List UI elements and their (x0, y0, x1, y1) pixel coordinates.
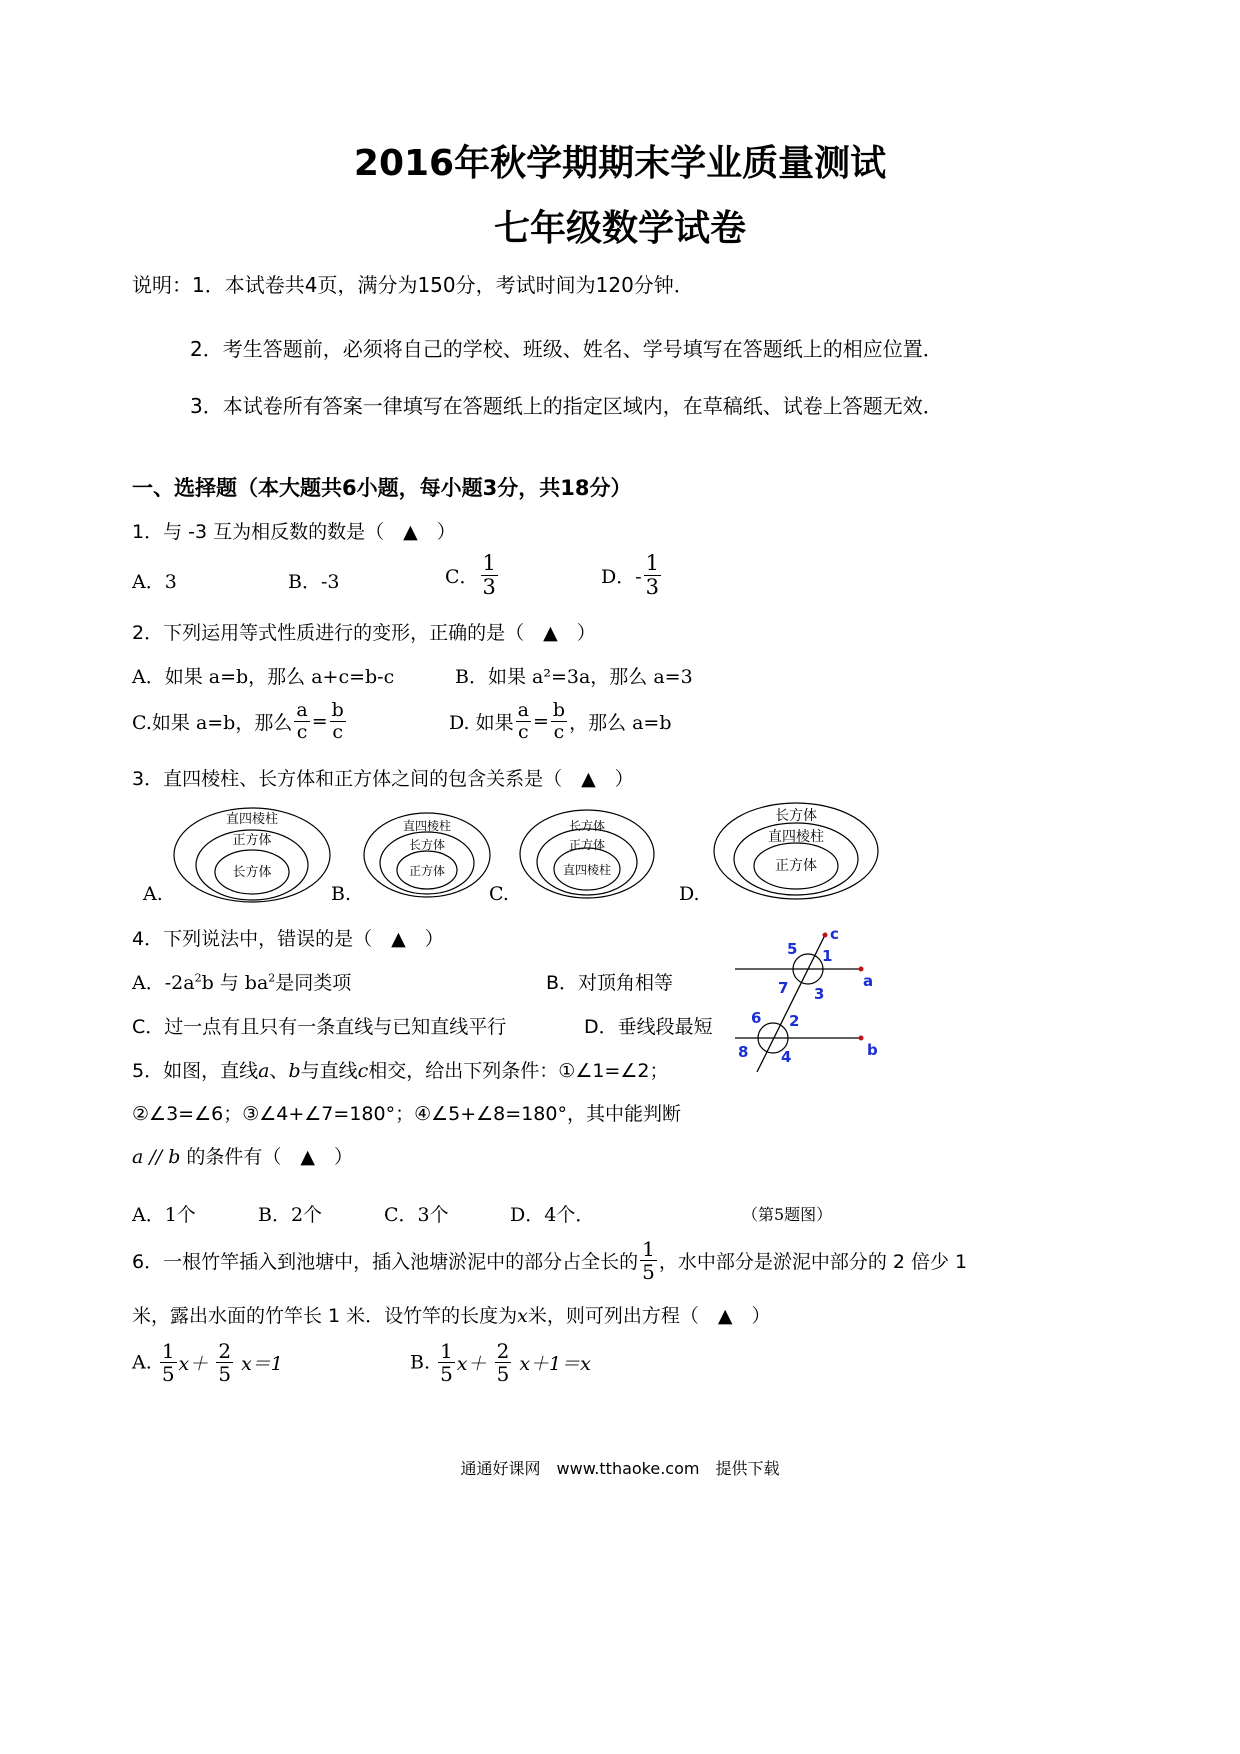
q3-b-middle-label: 长方体 (408, 838, 446, 852)
q6-b-d2: 5 (496, 1362, 510, 1386)
q5-figure (730, 920, 890, 1080)
line-b-label: b (867, 1041, 878, 1059)
q6-a-frac2 (216, 1340, 233, 1385)
q1-option-d-label: D．- (601, 566, 642, 589)
q1-d-denominator: 3 (645, 575, 660, 600)
q4-option-c: C．过一点有且只有一条直线与已知直线平行 (132, 1016, 507, 1038)
q2-option-a: A．如果 a=b，那么 a+c=b-c (132, 666, 395, 688)
line-c-label: c (830, 925, 839, 943)
q2-d-den-a: c (517, 720, 529, 743)
q4-a-sup1: 2 (194, 971, 202, 985)
q6-line2-post: 米，则可列出方程（ ▲ ） (527, 1305, 771, 1327)
q3-option-c-diagram (518, 808, 656, 900)
q4-stem: 4．下列说法中，错误的是（ ▲ ） (132, 928, 444, 950)
q6-a-n2: 2 (218, 1339, 232, 1363)
q6-option-a (132, 1340, 283, 1385)
section-heading: 一、选择题（本大题共6小题，每小题3分，共18分） (132, 476, 632, 500)
q3-b-outer-label: 直四棱柱 (402, 819, 452, 833)
q6-b-n2: 2 (496, 1339, 510, 1363)
q2-d-num-a: a (517, 699, 529, 721)
angle-5-label: 5 (787, 940, 798, 958)
q1-option-d (601, 552, 663, 599)
angle-1-label: 1 (822, 947, 833, 965)
q6-line-1 (132, 1238, 967, 1283)
q6-frac-num: 1 (642, 1237, 655, 1261)
note-2: 2．考生答题前，必须将自己的学校、班级、姓名、学号填写在答题纸上的相应位置． (190, 337, 943, 361)
q3-a-middle-label: 正方体 (232, 833, 272, 848)
q5-line1-mid: 与直线 (300, 1060, 358, 1082)
q3-option-b-diagram (362, 810, 492, 900)
q3-c-outer-label: 长方体 (568, 819, 606, 833)
q2-d-num-b: b (552, 699, 566, 721)
q1-option-c-label: C． (445, 566, 479, 589)
q1-option-b: B．-3 (288, 571, 340, 593)
q1-c-denominator: 3 (482, 575, 496, 600)
q4-a-sup2: 2 (268, 971, 276, 985)
q6-b-n1: 1 (440, 1339, 453, 1363)
q6-b-frac1 (438, 1340, 455, 1385)
q2-c-num-b: b (331, 699, 344, 721)
q2-option-d-tail: ，那么 a=b (569, 711, 672, 734)
q2-c-den-b: c (332, 720, 344, 743)
q3-a-outer-label: 直四棱柱 (225, 812, 279, 827)
q1-option-d-fraction (644, 552, 661, 599)
q6-line-2 (132, 1301, 771, 1328)
q3-b-inner-label: 正方体 (408, 864, 446, 878)
q5-line-3 (132, 1142, 353, 1169)
q4-option-d: D．垂线段最短 (584, 1016, 713, 1038)
q4-a-part3: 是同类项 (275, 972, 352, 994)
q6-b-post: x＋1＝x (519, 1353, 591, 1375)
angle-4-label: 4 (781, 1048, 792, 1066)
q6-line2-x: x (517, 1305, 528, 1327)
q2-d-frac-b (551, 700, 567, 743)
q2-d-frac-a (516, 700, 531, 743)
q3-d-middle-label: 直四棱柱 (768, 829, 824, 845)
q2-option-b: B．如果 a²=3a，那么 a=3 (455, 666, 693, 688)
q6-b-frac2 (495, 1340, 512, 1385)
q5-line3-post: 的条件有（ ▲ ） (186, 1146, 354, 1168)
q6-a-n1: 1 (161, 1339, 175, 1363)
q6-line2-pre: 米，露出水面的竹竿长 1 米．设竹竿的长度为 (132, 1305, 518, 1327)
q6-a-post: x＝1 (241, 1353, 283, 1375)
page-title: 2016年秋学期期末学业质量测试 (353, 143, 887, 184)
q3-a-inner-label: 长方体 (232, 865, 272, 880)
q6-a-frac1 (160, 1340, 177, 1385)
q1-stem: 1．与 -3 互为相反数的数是（ ▲ ） (132, 521, 456, 543)
q2-c-num-a: a (296, 699, 308, 721)
q1-option-c-fraction (481, 552, 498, 599)
q5-line1-a: a (258, 1060, 270, 1082)
q5-option-d: D．4个． (510, 1204, 595, 1226)
angle-6-label: 6 (751, 1009, 762, 1027)
q5-line1-b: b (288, 1060, 301, 1082)
q6-a-mid: x＋ (178, 1353, 209, 1375)
q5-line1-c: c (357, 1060, 369, 1082)
angle-8-label: 8 (738, 1043, 749, 1061)
q2-c-den-a: c (296, 720, 308, 743)
q1-option-a: A．3 (132, 571, 177, 593)
page-subtitle: 七年级数学试卷 (493, 208, 746, 249)
q2-d-equals: = (532, 710, 549, 733)
q5-line-1 (132, 1056, 668, 1083)
q6-a-label: A. (132, 1351, 152, 1374)
q1-c-numerator: 1 (482, 551, 496, 575)
q6-b-label: B. (410, 1351, 431, 1374)
q2-option-c (132, 700, 348, 743)
q6-option-b (410, 1340, 591, 1385)
q3-option-d-diagram (712, 800, 880, 902)
q1-option-c (445, 552, 500, 599)
q5-option-a: A．1个 (132, 1204, 196, 1226)
angle-7-label: 7 (778, 979, 789, 997)
q3-stem: 3．直四棱柱、长方体和正方体之间的包含关系是（ ▲ ） (132, 768, 634, 790)
q2-option-d-label: D. 如果 (449, 711, 514, 734)
angle-2-label: 2 (789, 1012, 800, 1030)
q3-option-b-label: B. (331, 883, 352, 905)
q6-line1-post: ，水中部分是淤泥中部分的 2 倍少 1 (658, 1251, 968, 1273)
q3-d-inner-label: 正方体 (775, 858, 817, 874)
q5-line1-post: 相交，给出下列条件：①∠1=∠2； (368, 1060, 669, 1082)
q2-d-den-b: c (553, 720, 565, 743)
q2-c-frac-a (294, 700, 309, 743)
note-1: 说明：1．本试卷共4页，满分为150分，考试时间为120分钟． (132, 273, 694, 297)
q3-option-a-diagram (172, 805, 332, 905)
q2-option-d (449, 700, 672, 743)
q6-fraction (640, 1238, 657, 1283)
q5-line3-ab: a // b (132, 1146, 181, 1168)
q6-b-d1: 5 (440, 1362, 453, 1386)
q3-option-d-label: D. (679, 883, 700, 905)
q3-option-c-label: C. (489, 883, 509, 905)
q5-option-c: C．3个 (384, 1204, 449, 1226)
q3-c-middle-label: 正方体 (568, 838, 606, 852)
q2-stem: 2．下列运用等式性质进行的变形，正确的是（ ▲ ） (132, 622, 596, 644)
point-a (859, 967, 864, 972)
q4-a-part2: b 与 ba (201, 972, 269, 994)
q5-line1-pre: 5．如图，直线 (132, 1060, 259, 1082)
q2-c-frac-b (330, 700, 346, 743)
q4-a-part1: A．-2a (132, 972, 195, 994)
q5-option-b: B．2个 (258, 1204, 323, 1226)
q3-c-inner-label: 直四棱柱 (562, 863, 612, 877)
angle-3-label: 3 (814, 985, 825, 1003)
q5-figure-caption: （第5题图） (742, 1205, 833, 1224)
point-b (859, 1036, 864, 1041)
q2-c-equals: = (311, 710, 328, 733)
note-3: 3．本试卷所有答案一律填写在答题纸上的指定区域内，在草稿纸、试卷上答题无效． (190, 394, 943, 418)
point-c (823, 933, 828, 938)
q6-b-mid: x＋ (456, 1353, 487, 1375)
q3-d-outer-label: 长方体 (775, 808, 817, 824)
q5-line1-sep: 、 (269, 1060, 289, 1082)
q4-option-a (132, 968, 351, 995)
q3-option-a-label: A. (143, 883, 163, 905)
q6-line1-pre: 6．一根竹竿插入到池塘中，插入池塘淤泥中的部分占全长的 (132, 1251, 639, 1273)
q5-line-2: ②∠3=∠6；③∠4+∠7=180°；④∠5+∠8=180°，其中能判断 (132, 1103, 681, 1125)
footer-text: 通通好课网 www.tthaoke.com 提供下载 (460, 1459, 780, 1478)
q1-d-numerator: 1 (645, 551, 660, 575)
q6-frac-den: 5 (642, 1260, 655, 1284)
q2-option-c-label: C.如果 a=b，那么 (132, 711, 293, 734)
q4-option-b: B．对顶角相等 (546, 972, 674, 994)
q6-a-d2: 5 (218, 1362, 232, 1386)
q6-a-d1: 5 (161, 1362, 175, 1386)
line-a-label: a (863, 972, 874, 990)
